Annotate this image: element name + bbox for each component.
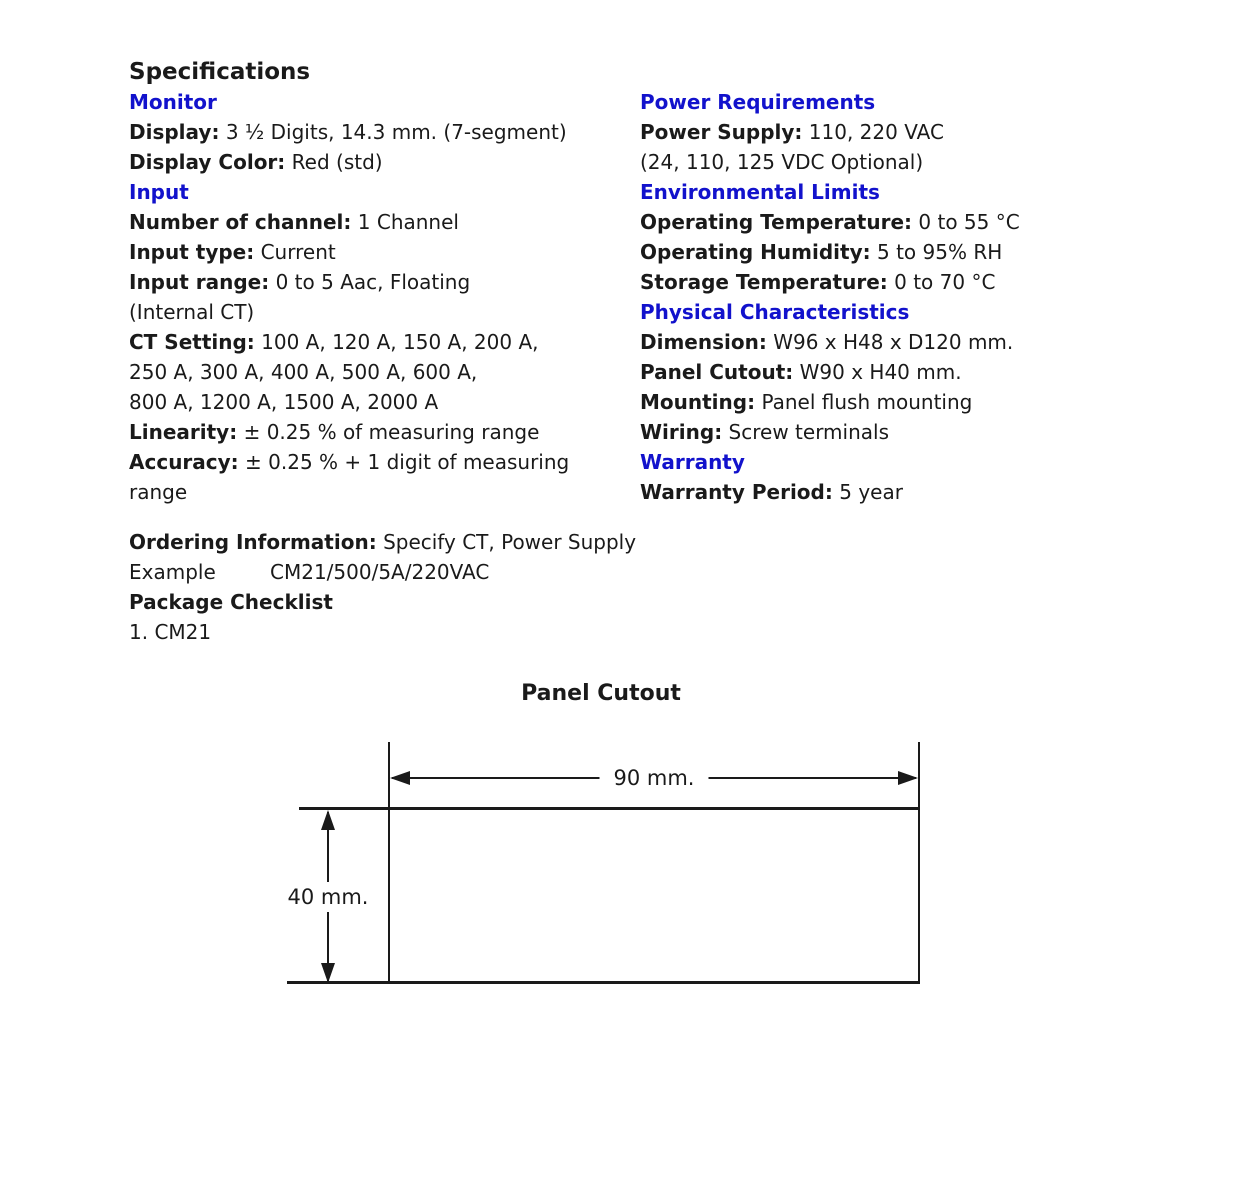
spec-value: ± 0.25 % + 1 digit of measuring (245, 450, 570, 474)
height-dimension (287, 810, 369, 983)
spec-value: 1 Channel (357, 210, 459, 234)
spec-label: Number of channel: (129, 210, 352, 234)
spec-line (129, 447, 569, 477)
spec-line-continuation (129, 297, 569, 327)
ordering-block (129, 527, 636, 647)
spec-value: Panel flush mounting (761, 390, 973, 414)
spec-line (640, 327, 1020, 357)
spec-value: (Internal CT) (129, 300, 255, 324)
section-heading-label: Environmental Limits (640, 180, 880, 204)
package-checklist-item-text: 1. CM21 (129, 620, 212, 644)
spec-line (640, 117, 1020, 147)
spec-label: Display Color: (129, 150, 286, 174)
cutout-bottom-edge-line (287, 981, 920, 984)
spec-line (640, 477, 1020, 507)
spec-value: 0 to 70 °C (894, 270, 996, 294)
width-dimension-label: 90 mm. (600, 764, 709, 792)
spec-value: 800 A, 1200 A, 1500 A, 2000 A (129, 390, 439, 414)
spec-label: Input range: (129, 270, 270, 294)
spec-label: Dimension: (640, 330, 767, 354)
width-dimension (390, 764, 918, 792)
cutout-right-edge-line (918, 742, 920, 984)
spec-value: 5 year (839, 480, 903, 504)
spec-label: Display: (129, 120, 220, 144)
spec-value: 3 ½ Digits, 14.3 mm. (7-segment) (225, 120, 567, 144)
spec-label: Storage Temperature: (640, 270, 888, 294)
spec-label: Accuracy: (129, 450, 239, 474)
spec-label: Power Supply: (640, 120, 803, 144)
spec-value: W90 x H40 mm. (799, 360, 962, 384)
arrowhead-right-icon (898, 771, 918, 785)
page-title: Specifications (129, 59, 311, 85)
spec-value: 110, 220 VAC (808, 120, 944, 144)
arrowhead-up-icon (321, 810, 335, 830)
section-heading-physical-characteristics (640, 297, 1020, 327)
ordering-information-label: Ordering Information: (129, 530, 377, 554)
section-heading-warranty (640, 447, 1020, 477)
spec-label: Operating Temperature: (640, 210, 913, 234)
spec-value: W96 x H48 x D120 mm. (773, 330, 1014, 354)
spec-line (640, 417, 1020, 447)
example-label: Example (129, 560, 216, 584)
spec-line-continuation (129, 477, 569, 507)
spec-line (129, 267, 569, 297)
spec-label: Linearity: (129, 420, 238, 444)
specs-left-column (129, 57, 569, 507)
section-heading-label: Monitor (129, 90, 217, 114)
spec-value: (24, 110, 125 VDC Optional) (640, 150, 924, 174)
section-heading-input (129, 177, 569, 207)
spec-label: Wiring: (640, 420, 723, 444)
spec-value: Red (std) (291, 150, 383, 174)
panel-cutout-diagram-title: Panel Cutout (521, 681, 681, 706)
section-heading-monitor (129, 87, 569, 117)
spec-line-continuation (129, 387, 569, 417)
section-heading-label: Physical Characteristics (640, 300, 910, 324)
spec-value: 0 to 55 °C (918, 210, 1020, 234)
arrowhead-down-icon (321, 963, 335, 983)
spec-label: Input type: (129, 240, 255, 264)
specs-right-column (640, 87, 1020, 507)
spec-line-continuation (129, 357, 569, 387)
spec-line (129, 237, 569, 267)
spec-line (129, 417, 569, 447)
spec-value: ± 0.25 % of measuring range (243, 420, 540, 444)
ordering-information-line (129, 527, 636, 557)
section-heading-label: Input (129, 180, 189, 204)
spec-value: Screw terminals (728, 420, 890, 444)
spec-line (129, 327, 569, 357)
cutout-top-edge-line (299, 807, 920, 810)
section-heading-label: Power Requirements (640, 90, 876, 114)
spec-label: CT Setting: (129, 330, 255, 354)
spec-label: Warranty Period: (640, 480, 833, 504)
spec-line (640, 237, 1020, 267)
package-checklist-label: Package Checklist (129, 590, 333, 614)
arrowhead-left-icon (390, 771, 410, 785)
spec-line-continuation (640, 147, 1020, 177)
spec-value: range (129, 480, 188, 504)
spec-line (640, 387, 1020, 417)
section-heading-label: Warranty (640, 450, 745, 474)
spec-value: 5 to 95% RH (876, 240, 1003, 264)
spec-line (129, 207, 569, 237)
height-dimension-label: 40 mm. (284, 882, 373, 912)
section-heading-power-requirements (640, 87, 1020, 117)
package-checklist-heading (129, 587, 636, 617)
spec-line (640, 267, 1020, 297)
spec-line (640, 207, 1020, 237)
spec-line (129, 147, 569, 177)
package-checklist-item (129, 617, 636, 647)
ordering-information-value: Specify CT, Power Supply (383, 530, 637, 554)
spec-label: Operating Humidity: (640, 240, 871, 264)
spec-value: Current (260, 240, 336, 264)
spec-value: 100 A, 120 A, 150 A, 200 A, (261, 330, 539, 354)
spec-line (640, 357, 1020, 387)
section-heading-environmental-limits (640, 177, 1020, 207)
spec-value: 250 A, 300 A, 400 A, 500 A, 600 A, (129, 360, 478, 384)
spec-label: Panel Cutout: (640, 360, 794, 384)
spec-value: 0 to 5 Aac, Floating (275, 270, 471, 294)
example-value: CM21/500/5A/220VAC (270, 560, 490, 584)
ordering-example-line (129, 557, 636, 587)
spec-label: Mounting: (640, 390, 756, 414)
spec-line (129, 117, 569, 147)
